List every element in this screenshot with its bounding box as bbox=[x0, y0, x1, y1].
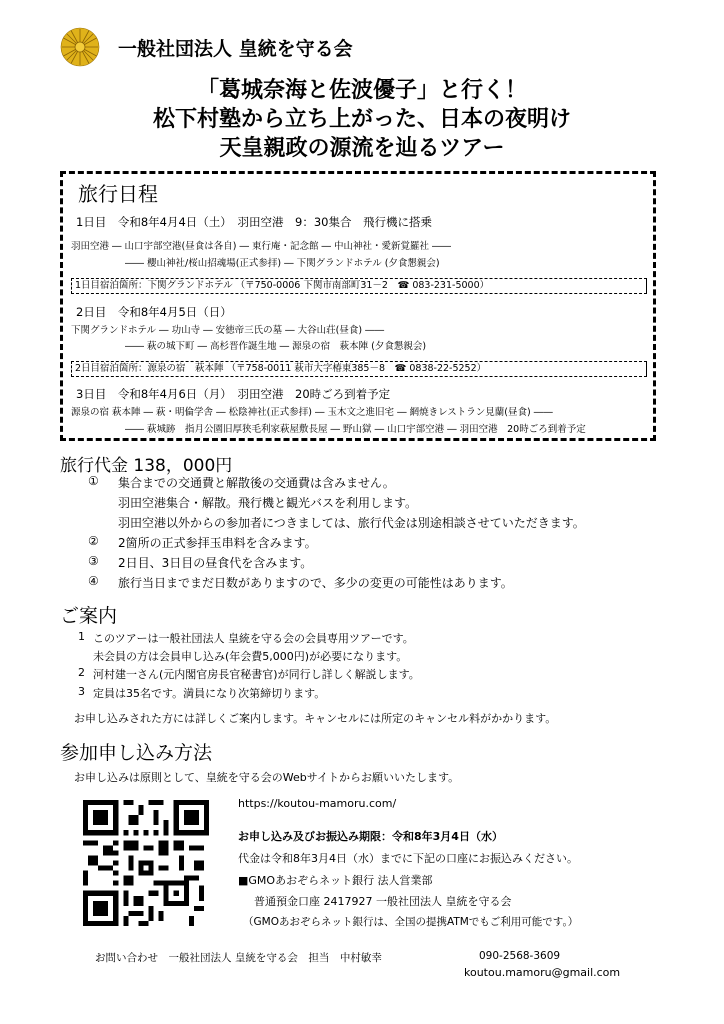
org-name: 一般社団法人 皇統を守る会 bbox=[118, 38, 353, 60]
apply-heading: 参加申し込み方法 bbox=[60, 742, 213, 764]
price-item-1-line-3: 羽田空港以外からの参加者につきましては、旅行代金は別途相談させていただきます。 bbox=[118, 516, 585, 530]
title-line-2: 松下村塾から立ち上がった、日本の夜明け bbox=[152, 107, 571, 132]
guidance-item-1-number: 1 bbox=[78, 630, 85, 643]
chrysanthemum-crest-icon bbox=[60, 27, 100, 67]
price-heading: 旅行代金 138，000円 bbox=[60, 456, 233, 476]
price-item-3-text: 2日目、3日目の昼食代を含みます。 bbox=[118, 556, 313, 570]
apply-intro: お申し込みは原則として、皇統を守る会のWebサイトからお願いいたします。 bbox=[74, 771, 460, 784]
price-item-1-line-1: 集合までの交通費と解散後の交通費は含みません。 bbox=[118, 476, 395, 490]
guidance-item-1-line-2: 未会員の方は会員申し込み(年会費5,000円)が必要になります。 bbox=[93, 650, 408, 663]
day3-route-line-2: ―― 萩城跡 指月公園旧厚狭毛利家萩屋敷長屋 ― 野山獄 ― 山口宇部空港 ― 羽田空港 20時ごろ到着予定 bbox=[125, 424, 586, 435]
day1-route-line-1: 羽田空港 ― 山口宇部空港(昼食は各自) ― 東行庵・記念館 ― 中山神社・愛新覚羅社 ―― bbox=[71, 241, 452, 252]
day1-route-line-2: ―― 櫻山神社/桜山招魂場(正式参拝) ― 下関グランドホテル (夕食懇親会) bbox=[125, 258, 440, 269]
guidance-item-1-line-1: このツアーは一般社団法人 皇統を守る会の会員専用ツアーです。 bbox=[93, 632, 414, 645]
price-item-1-line-2: 羽田空港集合・解散。飛行機と観光バスを利用します。 bbox=[118, 496, 418, 510]
footer-phone: 090-2568-3609 bbox=[479, 950, 561, 962]
price-item-4-text: 旅行当日までまだ日数がありますので、多少の変更の可能性はあります。 bbox=[118, 576, 513, 590]
price-item-1-number: ① bbox=[88, 474, 99, 488]
atm-note: （GMOあおぞらネット銀行は、全国の提携ATMでもご利用可能です。） bbox=[243, 916, 579, 928]
payment-deadline: お申し込み及びお振込み期限：令和8年3月4日（水） bbox=[238, 830, 503, 843]
day3-heading: 3日目 令和8年4月6日（月） 羽田空港 20時ごろ到着予定 bbox=[76, 387, 391, 401]
payment-note: 代金は令和8年3月4日（水）までに下記の口座にお振込みください。 bbox=[238, 852, 578, 865]
price-item-4-number: ④ bbox=[88, 574, 99, 588]
title-line-1: 「葛城奈海と佐波優子」と行く！ bbox=[196, 78, 527, 103]
day1-hotel-info: 1日目宿泊箇所：下関グランドホテル （〒750-0006 下関市南部町31－2 ☎ 083-231-5000） bbox=[71, 278, 647, 294]
guidance-item-2-text: 河村建一さん(元内閣官房長官秘書官)が同行し詳しく解説します。 bbox=[93, 668, 420, 681]
guidance-heading: ご案内 bbox=[60, 605, 118, 627]
title-line-3: 天皇親政の源流を辿るツアー bbox=[219, 136, 505, 161]
guidance-item-3-number: 3 bbox=[78, 685, 85, 698]
bank-name: ■GMOあおぞらネット銀行 法人営業部 bbox=[238, 874, 433, 887]
guidance-item-3-text: 定員は35名です。満員になり次第締切ります。 bbox=[93, 687, 326, 700]
day2-hotel-info: 2日目宿泊箇所：源泉の宿 萩本陣 （〒758-0011 萩市大字椿東385－8 ☎ 0838-22-5252） bbox=[71, 361, 647, 377]
day2-route-line-2: ―― 萩の城下町 ― 高杉晋作誕生地 ― 源泉の宿 萩本陣 (夕食懇親会) bbox=[125, 341, 427, 352]
website-url[interactable]: https://koutou-mamoru.com/ bbox=[238, 797, 397, 810]
footer-contact: お問い合わせ 一般社団法人 皇統を守る会 担当 中村敏幸 bbox=[95, 952, 382, 964]
guidance-item-2-number: 2 bbox=[78, 666, 85, 679]
day2-heading: 2日目 令和8年4月5日（日） bbox=[76, 305, 232, 319]
day2-route-line-1: 下関グランドホテル ― 功山寺 ― 安徳帝三氏の墓 ― 大谷山荘(昼食) ―― bbox=[71, 325, 385, 336]
qr-code-icon[interactable] bbox=[83, 800, 209, 926]
itinerary-heading: 旅行日程 bbox=[78, 182, 158, 206]
day3-route-line-1: 源泉の宿 萩本陣 ― 萩・明倫学舎 ― 松陰神社(正式参拝) ― 玉木文之進旧宅 ― 網焼きレストラン見蘭(昼食) ―― bbox=[71, 407, 553, 418]
guidance-note: お申し込みされた方には詳しくご案内します。キャンセルには所定のキャンセル料がかかります。 bbox=[74, 712, 557, 725]
price-item-2-number: ② bbox=[88, 534, 99, 548]
price-item-3-number: ③ bbox=[88, 554, 99, 568]
page-title bbox=[0, 76, 724, 163]
footer-email[interactable]: koutou.mamoru@gmail.com bbox=[464, 966, 621, 979]
day1-heading: 1日目 令和8年4月4日（土） 羽田空港 9：30集合 飛行機に搭乗 bbox=[76, 215, 432, 229]
bank-account: 普通預金口座 2417927 一般社団法人 皇統を守る会 bbox=[254, 895, 512, 908]
price-item-2-text: 2箇所の正式参拝玉串料を含みます。 bbox=[118, 536, 317, 550]
